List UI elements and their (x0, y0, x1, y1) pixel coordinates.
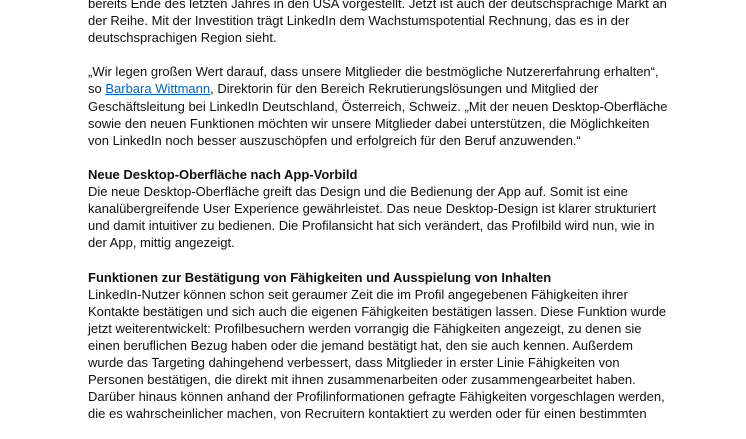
text-line: Personen bestätigen, die direkt mit ihnen zusammenarbeiten oder zusammengearbeitet haben. (88, 372, 636, 388)
text-line: von LinkedIn noch besser auszuschöpfen und erfolgreich für den Beruf anzuwenden.“ (88, 132, 581, 148)
text-line: wurde das Targeting dahingehend verbessert, dass Mitglieder in erster Linie Fähigkeiten von (88, 354, 620, 370)
text-line: deutschsprachigen Region sieht. (88, 30, 277, 46)
text-line: und damit intuitiver zu bedienen. Die Profilansicht hat sich verändert, das Profilbild wird nun, wie in (88, 218, 655, 234)
quote-paragraph (88, 63, 728, 148)
barbara-wittmann-link[interactable]: Barbara Wittmann (105, 81, 211, 97)
section-desktop (88, 166, 728, 251)
text-line: die es wahrscheinlicher machen, von Recruitern kontaktiert zu werden oder für einen bestimmten (88, 406, 647, 422)
text-line: Kontakte bestätigen und sich auch die eigenen Fähigkeiten bestätigen lassen. Diese Funktion wurde (88, 303, 667, 319)
text-line: sowie den neuen Funktionen möchten wir unsere Mitglieder dabei unterstützen, die Möglichkeiten (88, 115, 650, 131)
text-line: Darüber hinaus können anhand der Profilinformationen gefragte Fähigkeiten vorgeschlagen werden, (88, 389, 665, 405)
text-line: LinkedIn-Nutzer können schon seit geraumer Zeit die im Profil angegebenen Fähigkeiten ihrer (88, 286, 628, 302)
text-line: einen beruflichen Bezug haben oder die jemand bestätigt hat, den sie auch kennen. Außerdem (88, 337, 633, 353)
text-line: „Wir legen großen Wert darauf, dass unsere Mitglieder die bestmögliche Nutzererfahrung erhalten“, (88, 64, 659, 80)
text-line (88, 80, 728, 97)
text-line: kanalübergreifende User Experience gewährleistet. Das neue Desktop-Design ist klarer strukturiert (88, 201, 656, 217)
intro-paragraph (88, 0, 728, 46)
section-heading: Neue Desktop-Oberfläche nach App-Vorbild (88, 166, 358, 182)
section-skills (88, 269, 728, 423)
text-line: Geschäftsleitung bei LinkedIn Deutschland, Österreich, Schweiz. „Mit der neuen Desktop-Oberfläche (88, 98, 668, 114)
text-line: Die neue Desktop-Oberfläche greift das Design und die Bedienung der App auf. Somit ist eine (88, 184, 628, 200)
quote-prefix: so (88, 81, 106, 97)
text-line: der App, mittig angezeigt. (88, 235, 235, 251)
quote-suffix: , Direktorin für den Bereich Rekrutierungslösungen und Mitglied der (210, 81, 599, 97)
text-line: jetzt weiterentwickelt: Profilbesuchern werden vorrangig die Fähigkeiten angezeigt, zu denen sie (88, 320, 642, 336)
section-heading: Funktionen zur Bestätigung von Fähigkeiten und Ausspielung von Inhalten (88, 269, 552, 285)
text-line: bereits Ende des letzten Jahres in den USA vorgestellt. Jetzt ist auch der deutschsprachige Markt an (88, 0, 667, 11)
text-line: der Reihe. Mit der Investition trägt LinkedIn dem Wachstumspotential Rechnung, das es in der (88, 13, 630, 29)
document-page (88, 0, 728, 439)
